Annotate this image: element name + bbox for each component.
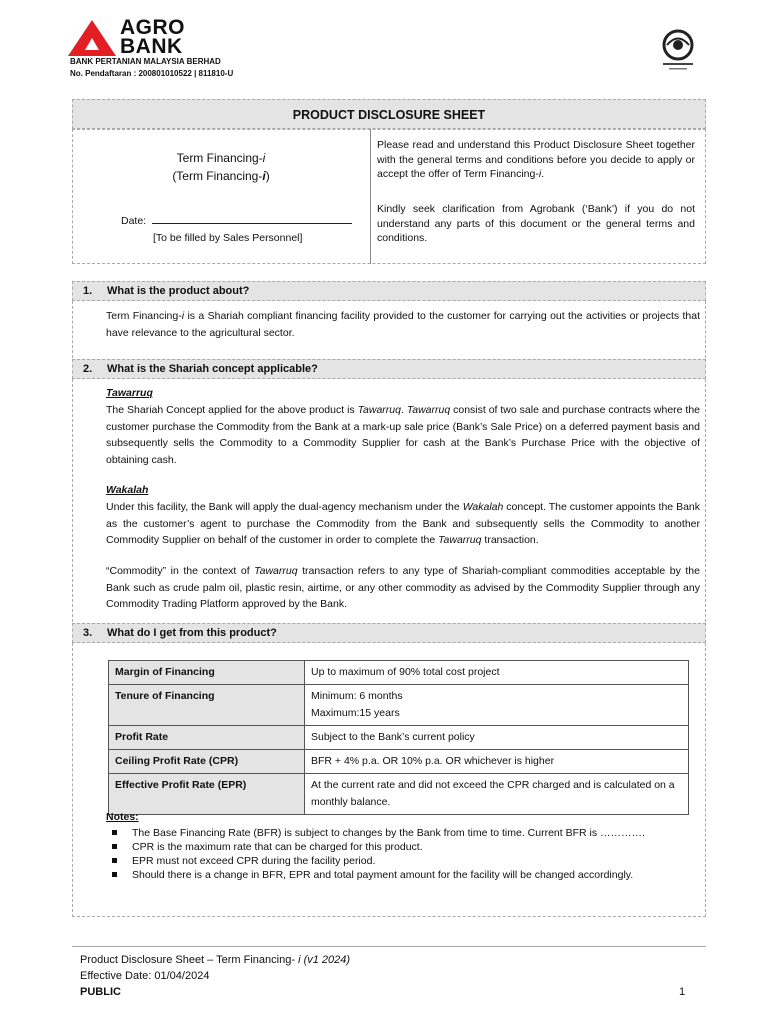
table-row <box>109 750 689 774</box>
section-1-text: Term Financing-i is a Shariah compliant financing facility provided to the customer for carrying out the activities or projects that have relevance to the agricultural sector. <box>106 310 700 339</box>
product-subtitle: (Term Financing-i) <box>172 169 270 183</box>
wakalah-text: Under this facility, the Bank will apply the dual-agency mechanism under the Wakalah concept. The customer appoints the Bank as the customer’s agent to purchase the Commodity from the Bank and subsequently sells the Commodity to another Commodity Supplier on behalf of the customer in order to complete the Tawarruq transaction. <box>106 501 701 546</box>
notes-list <box>106 826 696 882</box>
bank-name: BANK PERTANIAN MALAYSIA BERHAD <box>70 57 221 66</box>
tawarruq-text: The Shariah Concept applied for the above product is Tawarruq. Tawarruq consist of two sale and purchase contracts where the customer purchase the Commodity from the Bank at a mark-up sale price (Bank’s Sale Price) on a deferred payment basis and subsequently sells the Commodity to a Commodity Supplier for cash at the Bank’s Purchase Price with the objective of obtaining cash. <box>106 404 701 466</box>
product-name: Term Financing-i <box>176 151 266 165</box>
agrobank-logo <box>68 18 188 58</box>
table-value: At the current rate and did not exceed the CPR charged and is calculated on a monthly balance. <box>305 774 689 815</box>
section-2-header: 2. What is the Shariah concept applicable? <box>72 359 706 379</box>
filled-by-note: [To be filled by Sales Personnel] <box>153 232 303 244</box>
list-item: The Base Financing Rate (BFR) is subject to changes by the Bank from time to time. Current BFR is …………. <box>106 826 696 840</box>
table-key: Effective Profit Rate (EPR) <box>109 774 305 815</box>
section-3-header: 3. What do I get from this product? <box>72 623 706 643</box>
registration-number: No. Pendaftaran : 200801010522 | 811810-U <box>70 69 234 78</box>
document-title: PRODUCT DISCLOSURE SHEET <box>72 99 706 129</box>
list-item: EPR must not exceed CPR during the facility period. <box>106 854 696 868</box>
list-item: Should there is a change in BFR, EPR and total payment amount for the facility will be changed accordingly. <box>106 868 696 882</box>
footer-document-name: Product Disclosure Sheet – Term Financing- i (v1 2024) <box>80 954 351 966</box>
footer-classification: PUBLIC <box>80 986 121 998</box>
table-row <box>109 685 689 726</box>
table-value: Subject to the Bank’s current policy <box>305 726 689 750</box>
logo-text-bank: BANK <box>120 35 183 58</box>
table-value: BFR + 4% p.a. OR 10% p.a. OR whichever is higher <box>305 750 689 774</box>
logo-text-agro: AGRO <box>120 16 185 39</box>
government-seal-icon <box>655 28 701 72</box>
table-value: Up to maximum of 90% total cost project <box>305 661 689 685</box>
commodity-text: “Commodity” in the context of Tawarruq transaction refers to any type of Shariah-compliant commodities acceptable by the Bank such as crude palm oil, plastic resin, airtime, or any other commodity as advised by the Commodity Supplier through any Commodity Trading Platform approved by the Bank. <box>106 565 700 610</box>
notes-title: Notes: <box>106 811 139 823</box>
table-key: Ceiling Profit Rate (CPR) <box>109 750 305 774</box>
table-row <box>109 726 689 750</box>
table-key: Margin of Financing <box>109 661 305 685</box>
footer-divider <box>72 946 706 947</box>
info-paragraph-read: Please read and understand this Product Disclosure Sheet together with the general terms and conditions before you decide to apply or accept the offer of Term Financing-i. <box>377 139 695 180</box>
table-value: Minimum: 6 months Maximum:15 years <box>305 685 689 726</box>
table-key: Profit Rate <box>109 726 305 750</box>
page-number: 1 <box>679 986 686 998</box>
table-row <box>109 661 689 685</box>
info-paragraph-clarify: Kindly seek clarification from Agrobank (‘Bank’) if you do not understand any parts of this document or the general terms and conditions. <box>377 203 695 244</box>
date-field <box>121 214 352 229</box>
tawarruq-title: Tawarruq <box>106 387 153 399</box>
list-item: CPR is the maximum rate that can be charged for this product. <box>106 840 696 854</box>
agrobank-triangle-icon <box>68 18 118 58</box>
footer-effective-date: Effective Date: 01/04/2024 <box>80 970 210 982</box>
financing-table <box>108 660 689 815</box>
table-row <box>109 774 689 815</box>
table-key: Tenure of Financing <box>109 685 305 726</box>
info-divider <box>370 129 371 264</box>
section-1-header: 1. What is the product about? <box>72 281 706 301</box>
wakalah-title: Wakalah <box>106 484 149 496</box>
date-label: Date: <box>121 215 147 227</box>
